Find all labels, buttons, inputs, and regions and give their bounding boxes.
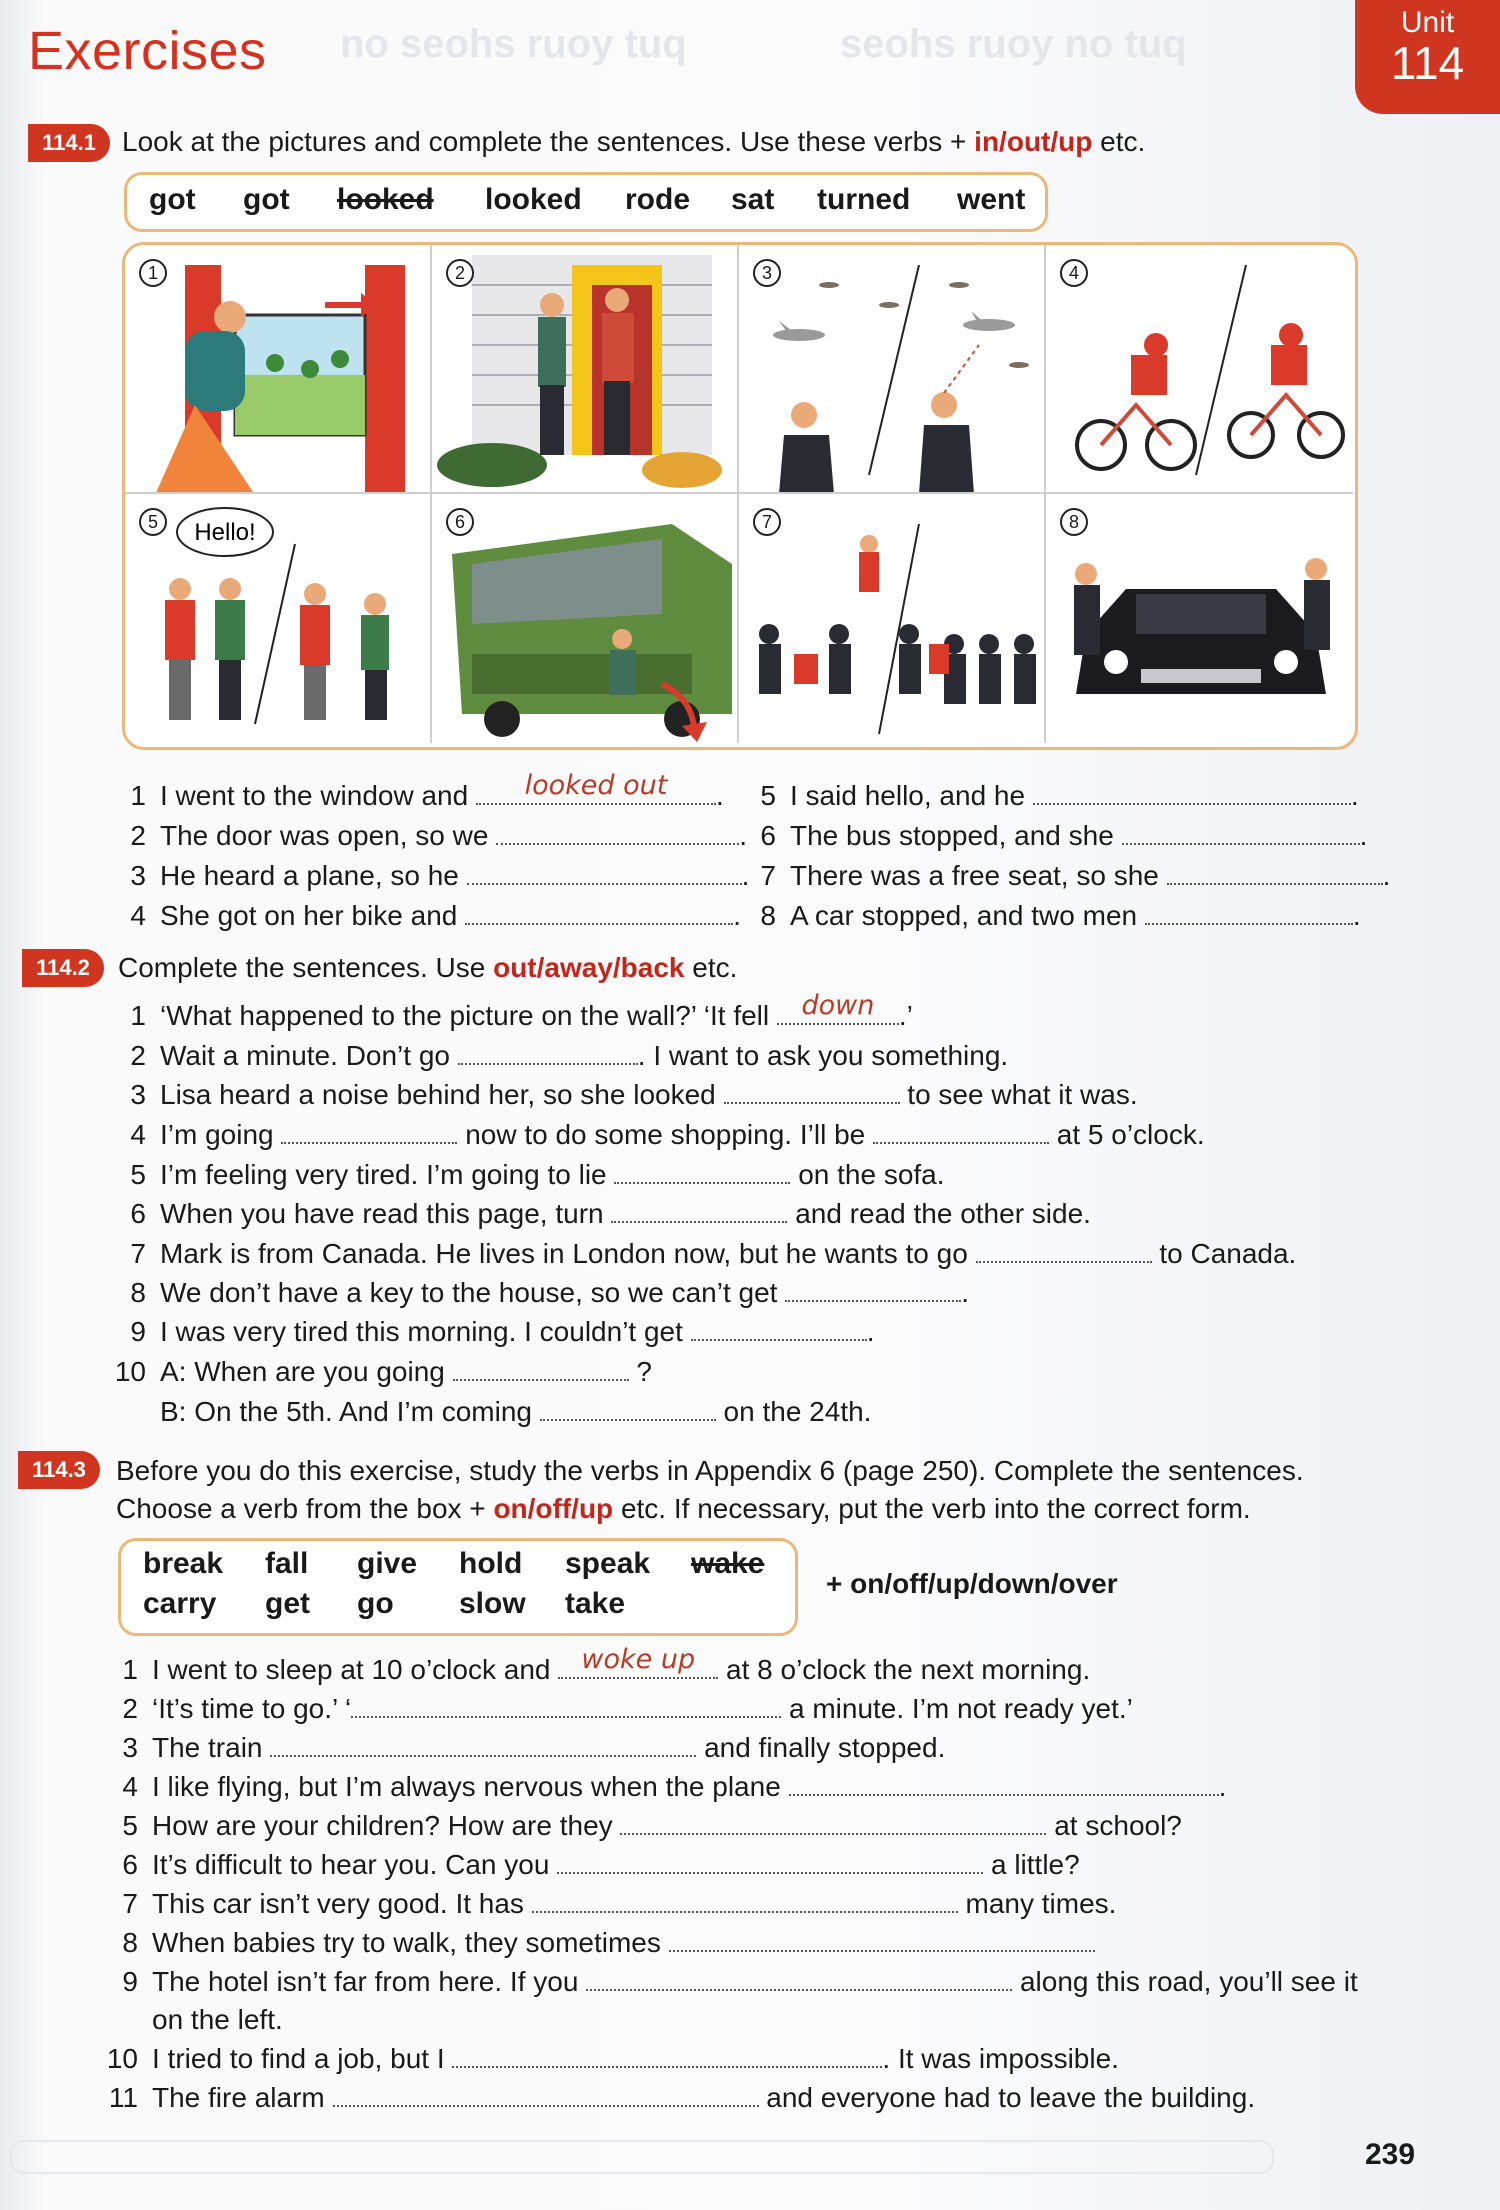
word: break (143, 1547, 224, 1580)
speech-bubble-text: Hello! (194, 519, 256, 546)
answer-blank[interactable] (281, 1120, 457, 1144)
ex2-sentence-3 (112, 1079, 1138, 1111)
sentence-text: on the 24th. (723, 1396, 872, 1427)
sentence-8 (742, 900, 1361, 932)
word: hold (459, 1547, 523, 1580)
sentence-text: to Canada. (1159, 1238, 1297, 1269)
answer-blank[interactable] (669, 1928, 1095, 1952)
word: give (357, 1547, 418, 1580)
answer-blank[interactable] (777, 990, 899, 1025)
sentence-text: I’m going (160, 1119, 274, 1150)
item-number: 5 (760, 780, 776, 811)
answer-blank[interactable] (614, 1160, 790, 1184)
sentence-text: The bus stopped, and she (790, 820, 1114, 851)
sentence-text: at 8 o’clock the next morning. (726, 1654, 1091, 1685)
answer-blank[interactable] (976, 1239, 1152, 1263)
answer-blank[interactable] (465, 901, 733, 925)
picture-4 (1046, 245, 1353, 494)
exercise-instruction (118, 952, 737, 984)
answer-blank[interactable] (452, 2044, 882, 2068)
instruction-text: etc. (684, 952, 738, 983)
sentence-5 (742, 780, 1359, 812)
sentence-text: a little? (990, 1849, 1080, 1880)
answer-blank[interactable] (557, 1850, 983, 1874)
sentence-end: . (733, 900, 741, 931)
ex3-sentence-9-cont (104, 2004, 283, 2036)
word-box (124, 172, 1048, 232)
window-scene-illustration (125, 245, 432, 494)
instruction-highlight: out/away/back (493, 952, 685, 983)
sentence-text: at school? (1054, 1810, 1182, 1841)
answer-blank[interactable] (540, 1397, 716, 1421)
item-number: 9 (122, 1966, 138, 1997)
item-number: 9 (130, 1316, 146, 1347)
item-number: 8 (760, 900, 776, 931)
page-number: 239 (1365, 2138, 1416, 2171)
exercise-badge-114-1: 114.1 (28, 124, 110, 162)
word: go (357, 1587, 394, 1620)
item-number: 2 (130, 820, 146, 851)
picture-grid (122, 242, 1358, 750)
word: looked (485, 183, 582, 216)
item-number: 7 (122, 1888, 138, 1919)
answer-blank[interactable] (351, 1694, 781, 1718)
sentence-text: The door was open, so we (160, 820, 489, 851)
ex2-sentence-8 (112, 1277, 969, 1309)
item-number: 11 (108, 2082, 138, 2113)
word: went (957, 183, 1026, 216)
sentence-text: The fire alarm (152, 2082, 325, 2113)
ex2-sentence-2 (112, 1040, 1008, 1072)
picture-number: 8 (1060, 508, 1088, 536)
sentence-text: He heard a plane, so he (160, 860, 459, 891)
sentence-text: ‘What happened to the picture on the wall?’ ‘It fell (160, 1000, 770, 1031)
greeting-scene-illustration (125, 494, 432, 743)
instruction-highlight: in/out/up (974, 126, 1093, 157)
ex3-sentence-10 (104, 2043, 1119, 2075)
item-number: 2 (130, 1040, 146, 1071)
answer-blank[interactable] (270, 1733, 696, 1757)
answer-blank[interactable] (532, 1889, 958, 1913)
sentence-text: on the sofa. (798, 1159, 945, 1190)
item-number: 8 (122, 1927, 138, 1958)
answer-blank[interactable] (586, 1967, 1012, 1991)
picture-number: 2 (446, 259, 474, 287)
exercise-badge-114-3: 114.3 (18, 1451, 100, 1489)
word: turned (817, 183, 911, 216)
item-number: 4 (122, 1771, 138, 1802)
item-number: 1 (130, 1000, 146, 1031)
answer-blank[interactable] (333, 2083, 759, 2107)
car-scene-illustration (1046, 494, 1353, 743)
sentence-text: and finally stopped. (704, 1732, 946, 1763)
answer-blank[interactable] (691, 1317, 867, 1341)
bus-scene-illustration (432, 494, 739, 743)
sentence-3 (112, 860, 749, 892)
ex2-sentence-7 (112, 1238, 1296, 1270)
sentence-7 (742, 860, 1390, 892)
instruction-text: Look at the pictures and complete the sentences. Use these verbs + (122, 126, 975, 157)
picture-number: 6 (446, 508, 474, 536)
item-number: 4 (130, 1119, 146, 1150)
footer-bar (10, 2140, 1274, 2174)
sentence-text: It’s difficult to hear you. Can you (152, 1849, 550, 1880)
answer-blank[interactable] (458, 1041, 638, 1065)
sentence-text: many times. (965, 1888, 1117, 1919)
sentence-text: . (1218, 1771, 1227, 1802)
item-number: 10 (106, 2043, 138, 2074)
ex3-sentence-9 (104, 1966, 1358, 1998)
sentence-text: We don’t have a key to the house, so we can’t get (160, 1277, 778, 1308)
ex2-sentence-1 (112, 990, 913, 1032)
sentence-text: now to do some shopping. I’ll be (465, 1119, 866, 1150)
sentence-text: . (961, 1277, 969, 1308)
sentence-text: When you have read this page, turn (160, 1198, 604, 1229)
ex3-sentence-11 (104, 2082, 1255, 2114)
sentence-text: I went to the window and (160, 780, 469, 811)
picture-8 (1046, 494, 1353, 743)
sentence-text: She got on her bike and (160, 900, 458, 931)
sentence-text: This car isn’t very good. It has (152, 1888, 524, 1919)
word: fall (265, 1547, 309, 1580)
bike-scene-illustration (1046, 245, 1353, 494)
item-number: 3 (130, 1079, 146, 1110)
sentence-text: at 5 o’clock. (1056, 1119, 1205, 1150)
exercise-instruction-line-1: Before you do this exercise, study the verbs in Appendix 6 (page 250). Complete the sentences. (116, 1455, 1304, 1486)
ex3-sentence-2 (104, 1693, 1133, 1725)
word: got (243, 183, 290, 216)
word-crossed: wake (691, 1547, 765, 1580)
item-number: 6 (760, 820, 776, 851)
instruction-text: etc. If necessary, put the verb into the correct form. (613, 1493, 1251, 1524)
item-number: 3 (130, 860, 146, 891)
picture-7 (739, 494, 1046, 743)
item-number: 4 (130, 900, 146, 931)
exercise-badge-114-2: 114.2 (22, 949, 104, 987)
seat-scene-illustration (739, 494, 1046, 743)
sentence-text: I went to sleep at 10 o’clock and (152, 1654, 551, 1685)
ex3-sentence-8 (104, 1927, 1095, 1959)
answer-blank[interactable] (558, 1644, 718, 1679)
answer-blank[interactable] (620, 1811, 1046, 1835)
word: rode (625, 183, 691, 216)
sentence-text: When babies try to walk, they sometimes (152, 1927, 661, 1958)
picture-3 (739, 245, 1046, 494)
word-crossed: looked (337, 183, 434, 216)
door-scene-illustration (432, 245, 739, 494)
answer-blank[interactable] (785, 1278, 961, 1302)
sentence-text: I was very tired this morning. I couldn’t get (160, 1316, 683, 1347)
sentence-text: The hotel isn’t far from here. If you (152, 1966, 579, 1997)
instruction-text: etc. (1092, 126, 1146, 157)
instruction-highlight: on/off/up (493, 1493, 614, 1524)
answer-blank[interactable] (724, 1080, 900, 1104)
word: carry (143, 1587, 217, 1620)
item-number: 6 (130, 1198, 146, 1229)
ex2-sentence-10a (112, 1356, 652, 1388)
sentence-text: ? (636, 1356, 652, 1387)
sentence-end: . (741, 860, 750, 891)
picture-6 (432, 494, 739, 743)
picture-number: 1 (139, 259, 167, 287)
unit-tab (1355, 0, 1500, 114)
ex3-sentence-1 (104, 1644, 1091, 1686)
instruction-text: Choose a verb from the box + (116, 1493, 494, 1524)
sentence-end: . (1350, 780, 1359, 811)
item-number: 5 (122, 1810, 138, 1841)
answer-text: down (801, 990, 875, 1021)
sentence-6 (742, 820, 1367, 852)
item-number: 1 (122, 1654, 138, 1685)
picture-5 (125, 494, 432, 743)
ex2-sentence-4 (112, 1119, 1205, 1151)
sentence-text: Mark is from Canada. He lives in London now, but he wants to go (160, 1238, 968, 1269)
sentence-text: ‘It’s time to go.’ ‘ (152, 1693, 352, 1724)
sentence-text: I tried to find a job, but I (152, 2043, 445, 2074)
answer-blank[interactable] (873, 1120, 1049, 1144)
answer-text: looked out (524, 770, 668, 801)
ex2-sentence-10b (112, 1396, 871, 1428)
item-number: 7 (130, 1238, 146, 1269)
picture-number: 5 (139, 508, 167, 536)
answer-blank[interactable] (467, 861, 742, 885)
verb-box (118, 1538, 798, 1636)
sentence-text: and read the other side. (795, 1198, 1091, 1229)
ex3-sentence-6 (104, 1849, 1080, 1881)
item-number: 10 (114, 1356, 146, 1387)
word: take (565, 1587, 626, 1620)
sentence-text: . (866, 1316, 875, 1347)
picture-2 (432, 245, 739, 494)
sentence-text: a minute. I’m not ready yet.’ (788, 1693, 1133, 1724)
sentence-text: . It was impossible. (882, 2043, 1119, 2074)
item-number: 7 (760, 860, 776, 891)
answer-blank[interactable] (1167, 861, 1383, 885)
page-title: Exercises (28, 21, 267, 81)
ex2-sentence-6 (112, 1198, 1091, 1230)
sentence-text: B: On the 5th. And I’m coming (160, 1396, 532, 1427)
sentence-text: on the left. (152, 2004, 283, 2035)
sentence-text: There was a free seat, so she (790, 860, 1159, 891)
sentence-end: . (739, 820, 747, 851)
answer-blank[interactable] (1122, 821, 1360, 845)
sentence-end: . (1382, 860, 1391, 891)
ex3-sentence-3 (104, 1732, 945, 1764)
item-number: 8 (130, 1277, 146, 1308)
sentence-text: .’ (898, 1000, 913, 1031)
word: sat (731, 183, 775, 216)
sentence-4 (112, 900, 741, 932)
sentence-text: How are your children? How are they (152, 1810, 613, 1841)
answer-text: woke up (581, 1644, 696, 1675)
ex3-sentence-7 (104, 1888, 1116, 1920)
sentence-text: I’m feeling very tired. I’m going to lie (160, 1159, 607, 1190)
exercise-instruction (122, 126, 1145, 158)
item-number: 1 (130, 780, 146, 811)
answer-blank[interactable] (611, 1199, 787, 1223)
answer-blank[interactable] (1145, 901, 1353, 925)
sentence-end: . (715, 780, 724, 811)
unit-number: 114 (1390, 37, 1465, 89)
sentence-end: . (1352, 900, 1361, 931)
plane-scene-illustration (739, 245, 1046, 494)
ex2-sentence-9 (112, 1316, 874, 1348)
sentence-text: I like flying, but I’m always nervous when the plane (152, 1771, 781, 1802)
sentence-text: . I want to ask you something. (637, 1040, 1009, 1071)
word: get (265, 1587, 310, 1620)
word: speak (565, 1547, 651, 1580)
sentence-text: Lisa heard a noise behind her, so she looked (160, 1079, 716, 1110)
item-number: 5 (130, 1159, 146, 1190)
answer-blank[interactable] (789, 1772, 1219, 1796)
sentence-text: and everyone had to leave the building. (766, 2082, 1256, 2113)
picture-number: 4 (1060, 259, 1088, 287)
answer-blank[interactable] (1033, 781, 1351, 805)
ex3-sentence-5 (104, 1810, 1182, 1842)
answer-blank[interactable] (476, 770, 716, 805)
answer-blank[interactable] (453, 1357, 629, 1381)
sentence-end: . (1359, 820, 1368, 851)
ghost-text: seohs ruoy no tuq (840, 22, 1187, 66)
item-number: 3 (122, 1732, 138, 1763)
ghost-text: no seohs ruoy tuq (340, 22, 687, 66)
sentence-text: A: When are you going (160, 1356, 445, 1387)
picture-number: 7 (753, 508, 781, 536)
sentence-text: Wait a minute. Don’t go (160, 1040, 450, 1071)
sentence-1 (112, 770, 724, 812)
sentence-text: along this road, you’ll see it (1019, 1966, 1358, 1997)
sentence-text: The train (152, 1732, 263, 1763)
word: slow (459, 1587, 526, 1620)
picture-number: 3 (753, 259, 781, 287)
exercise-instruction-line-2 (116, 1493, 1251, 1525)
item-number: 6 (122, 1849, 138, 1880)
sentence-text: A car stopped, and two men (790, 900, 1138, 931)
ex3-sentence-4 (104, 1771, 1226, 1803)
unit-label: Unit (1400, 6, 1455, 39)
sentence-text: I said hello, and he (790, 780, 1026, 811)
answer-blank[interactable] (496, 821, 739, 845)
item-number: 2 (122, 1693, 138, 1724)
picture-1 (125, 245, 432, 494)
word: got (149, 183, 196, 216)
sentence-2 (112, 820, 747, 852)
ex2-sentence-5 (112, 1159, 945, 1191)
instruction-text: Complete the sentences. Use (118, 952, 494, 983)
sentence-text: to see what it was. (907, 1079, 1138, 1110)
box-suffix: + on/off/up/down/over (826, 1568, 1118, 1599)
